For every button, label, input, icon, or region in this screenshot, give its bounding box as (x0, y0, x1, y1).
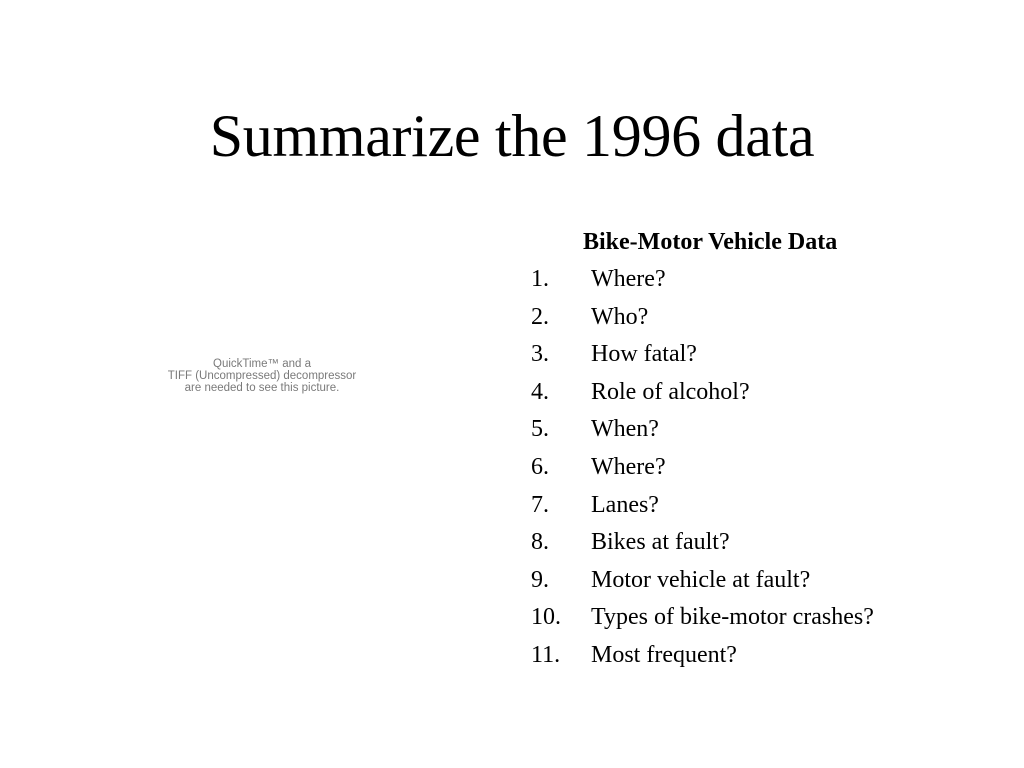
list-item-number: 10. (531, 604, 561, 631)
list-item-number: 6. (531, 453, 549, 480)
list-item-number: 11. (531, 641, 561, 668)
list-item-text: Lanes? (591, 491, 659, 518)
placeholder-line: are needed to see this picture. (184, 382, 340, 394)
list-item-number: 4. (531, 378, 549, 405)
quicktime-image-placeholder (142, 358, 382, 394)
list-item-text: Bikes at fault? (591, 529, 730, 556)
list-item-text: Role of alcohol? (591, 378, 750, 405)
list-item-text: Who? (591, 303, 649, 330)
list-item-text: Types of bike-motor crashes? (591, 604, 874, 631)
list-item-number: 2. (531, 303, 549, 330)
placeholder-line: TIFF (Uncompressed) decompressor (167, 370, 357, 382)
placeholder-line: QuickTime™ and a (213, 358, 311, 370)
list-item-number: 8. (531, 529, 549, 556)
list-item-text: How fatal? (591, 341, 697, 368)
slide-title: Summarize the 1996 data (209, 103, 815, 169)
list-item-number: 9. (531, 566, 549, 593)
list-item-number: 7. (531, 491, 549, 518)
list-item-text: Most frequent? (591, 641, 737, 668)
list-item-text: Where? (591, 453, 666, 480)
list-item-number: 1. (531, 266, 549, 292)
list-item-text: Motor vehicle at fault? (591, 566, 811, 593)
list-heading: Bike-Motor Vehicle Data (583, 229, 838, 255)
list-item-text: Where? (591, 266, 666, 292)
list-item-number: 3. (531, 341, 549, 368)
list-item-number: 5. (531, 416, 549, 443)
list-item-text: When? (591, 416, 659, 443)
